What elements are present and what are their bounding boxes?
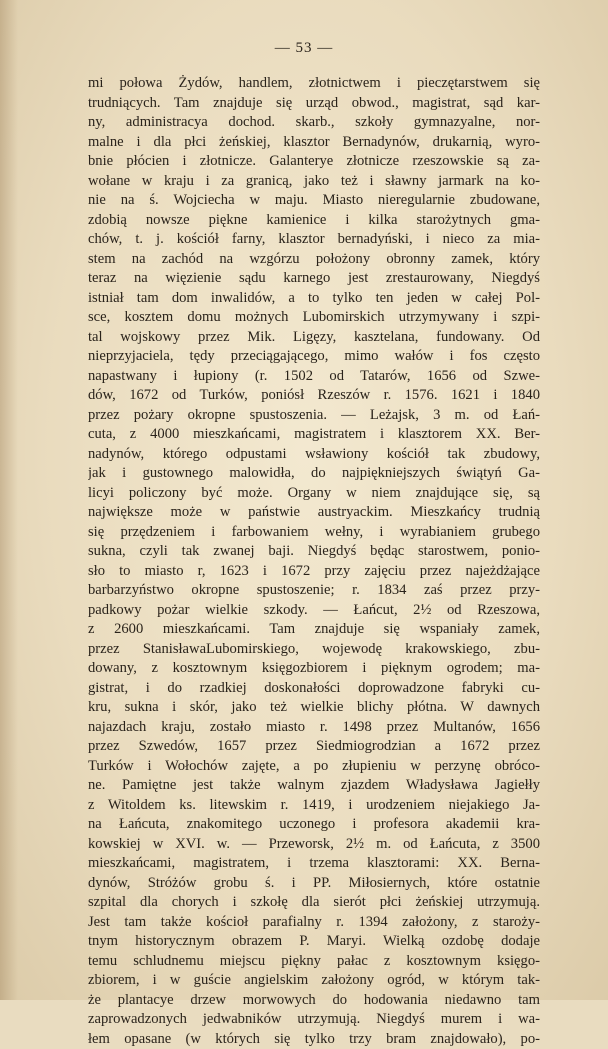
text-line: cuta, z 4000 mieszkańcami, magistratem i klasztorem XX. Ber- bbox=[88, 425, 540, 445]
text-line: licyi policzony być może. Organy w niem znajdujące się, są bbox=[88, 484, 540, 504]
text-line: nadynów, którego odpustami wsławiony kościół tak zbudowy, bbox=[88, 445, 540, 465]
text-line: mieszkańcami, magistratem, i trzema klasztorami: XX. Berna- bbox=[88, 854, 540, 874]
text-line: nieprzyjaciela, tędy przeciągającego, mimo wałów i fos często bbox=[88, 347, 540, 367]
text-line: sce, kosztem domu możnych Lubomirskich utrzymywany i szpi- bbox=[88, 308, 540, 328]
text-line: łem opasane (w których się tylko trzy bram znajdowało), po- bbox=[88, 1030, 540, 1049]
text-line: tal wojskowy przez Mik. Ligęzy, kasztelana, fundowany. Od bbox=[88, 328, 540, 348]
text-line: stem na zachód na wzgórzu położony obronny zamek, który bbox=[88, 250, 540, 270]
text-line: sło to miasto r, 1623 i 1672 przy zajęciu przez najeżdżające bbox=[88, 562, 540, 582]
text-line: napastwany i łupiony (r. 1502 od Tatarów, 1656 od Szwe- bbox=[88, 367, 540, 387]
text-line: na Łańcuta, znakomitego uczonego i profesora akademii kra- bbox=[88, 815, 540, 835]
text-line: Turków i Wołochów zajęte, a po złupieniu w perzynę obróco- bbox=[88, 757, 540, 777]
text-line: z Witoldem ks. litewskim r. 1419, i urodzeniem niejakiego Ja- bbox=[88, 796, 540, 816]
text-line: ne. Pamiętne jest także walnym zjazdem Władysława Jagiełły bbox=[88, 776, 540, 796]
text-line: trudniących. Tam znajduje się urząd obwod., magistrat, sąd kar- bbox=[88, 94, 540, 114]
text-line: temu schludnemu miejscu piękny pałac z kosztownym księgo- bbox=[88, 952, 540, 972]
text-line: kowskiej w XVI. w. — Przeworsk, 2½ m. od Łańcuta, z 3500 bbox=[88, 835, 540, 855]
text-line: sukna, czyli tak zwanej baji. Niegdyś będąc starostwem, ponio- bbox=[88, 542, 540, 562]
text-line: kru, sukna i skór, jako też wielkie blichy płótna. W dawnych bbox=[88, 698, 540, 718]
text-line: teraz na więzienie sądu karnego jest zrestaurowany, Niegdyś bbox=[88, 269, 540, 289]
text-line: dynów, Stróżów grobu ś. i PP. Miłosiernych, które ostatnie bbox=[88, 874, 540, 894]
text-line: dów, 1672 od Turków, poniósł Rzeszów r. 1576. 1621 i 1840 bbox=[88, 386, 540, 406]
text-line: jak i gustownego malowidła, do najpiękniejszych świątyń Ga- bbox=[88, 464, 540, 484]
text-line: ny, administracya dochod. skarb., szkoły gymnazyalne, nor- bbox=[88, 113, 540, 133]
text-line: barbarzyństwo okropne spustoszenie; r. 1834 zaś przez przy- bbox=[88, 581, 540, 601]
text-line: tnym historycznym obrazem P. Maryi. Wielką ozdobę dodaje bbox=[88, 932, 540, 952]
text-line: się przędzeniem i farbowaniem wełny, i wyrabianiem grubego bbox=[88, 523, 540, 543]
text-line: nie na ś. Wojciecha w maju. Miasto nieregularnie zbudowane, bbox=[88, 191, 540, 211]
body-text bbox=[88, 74, 540, 1049]
text-line: najazdach kraju, zostało miasto r. 1498 przez Multanów, 1656 bbox=[88, 718, 540, 738]
text-line: szpital dla chorych i szkołę dla sierót płci żeńskiej utrzymują. bbox=[88, 893, 540, 913]
text-line: największe może w państwie austryackim. Mieszkańcy trudnią bbox=[88, 503, 540, 523]
text-line: gistrat, i do rzadkiej doskonałości doprowadzone fabryki cu- bbox=[88, 679, 540, 699]
text-line: padkowy pożar wielkie szkody. — Łańcut, 2½ od Rzeszowa, bbox=[88, 601, 540, 621]
text-line: przez Szwedów, 1657 przez Siedmiogrodzian a 1672 przez bbox=[88, 737, 540, 757]
text-line: przez StanisławaLubomirskiego, wojewodę krakowskiego, zbu- bbox=[88, 640, 540, 660]
text-line: wołane w kraju i za granicą, jako też i sławny jarmark na ko- bbox=[88, 172, 540, 192]
text-line: Jest tam także kościoł parafialny r. 1394 założony, z staroży- bbox=[88, 913, 540, 933]
page-number: — 53 — bbox=[0, 40, 608, 57]
text-line: zdobią nowsze piękne kamienice i kilka starożytnych gma- bbox=[88, 211, 540, 231]
text-line: istniał tam dom inwalidów, a to tylko ten jeden w całej Pol- bbox=[88, 289, 540, 309]
text-line: zaprowadzonych jedwabników utrzymują. Niegdyś murem i wa- bbox=[88, 1010, 540, 1030]
text-line: mi połowa Żydów, handlem, złotnictwem i pieczętarstwem się bbox=[88, 74, 540, 94]
text-line: chów, t. j. kościół farny, klasztor bernadyński, i nieco za mia- bbox=[88, 230, 540, 250]
text-line: przez pożary okropne spustoszenia. — Leżajsk, 3 m. od Łań- bbox=[88, 406, 540, 426]
text-line: dowany, z kosztownym księgozbiorem i pięknym ogrodem; ma- bbox=[88, 659, 540, 679]
text-line: że plantacye drzew morwowych do hodowania niedawno tam bbox=[88, 991, 540, 1011]
text-line: bnie płócien i złotnicze. Galanterye złotnicze rzeszowskie są za- bbox=[88, 152, 540, 172]
text-line: malne i dla płci żeńskiej, klasztor Bernadynów, drukarnią, wyro- bbox=[88, 133, 540, 153]
text-line: z 2600 mieszkańcami. Tam znajduje się wspaniały zamek, bbox=[88, 620, 540, 640]
text-line: zbiorem, i w guście angielskim założony ogród, w którym tak- bbox=[88, 971, 540, 991]
page-gutter-shadow bbox=[0, 0, 18, 1000]
